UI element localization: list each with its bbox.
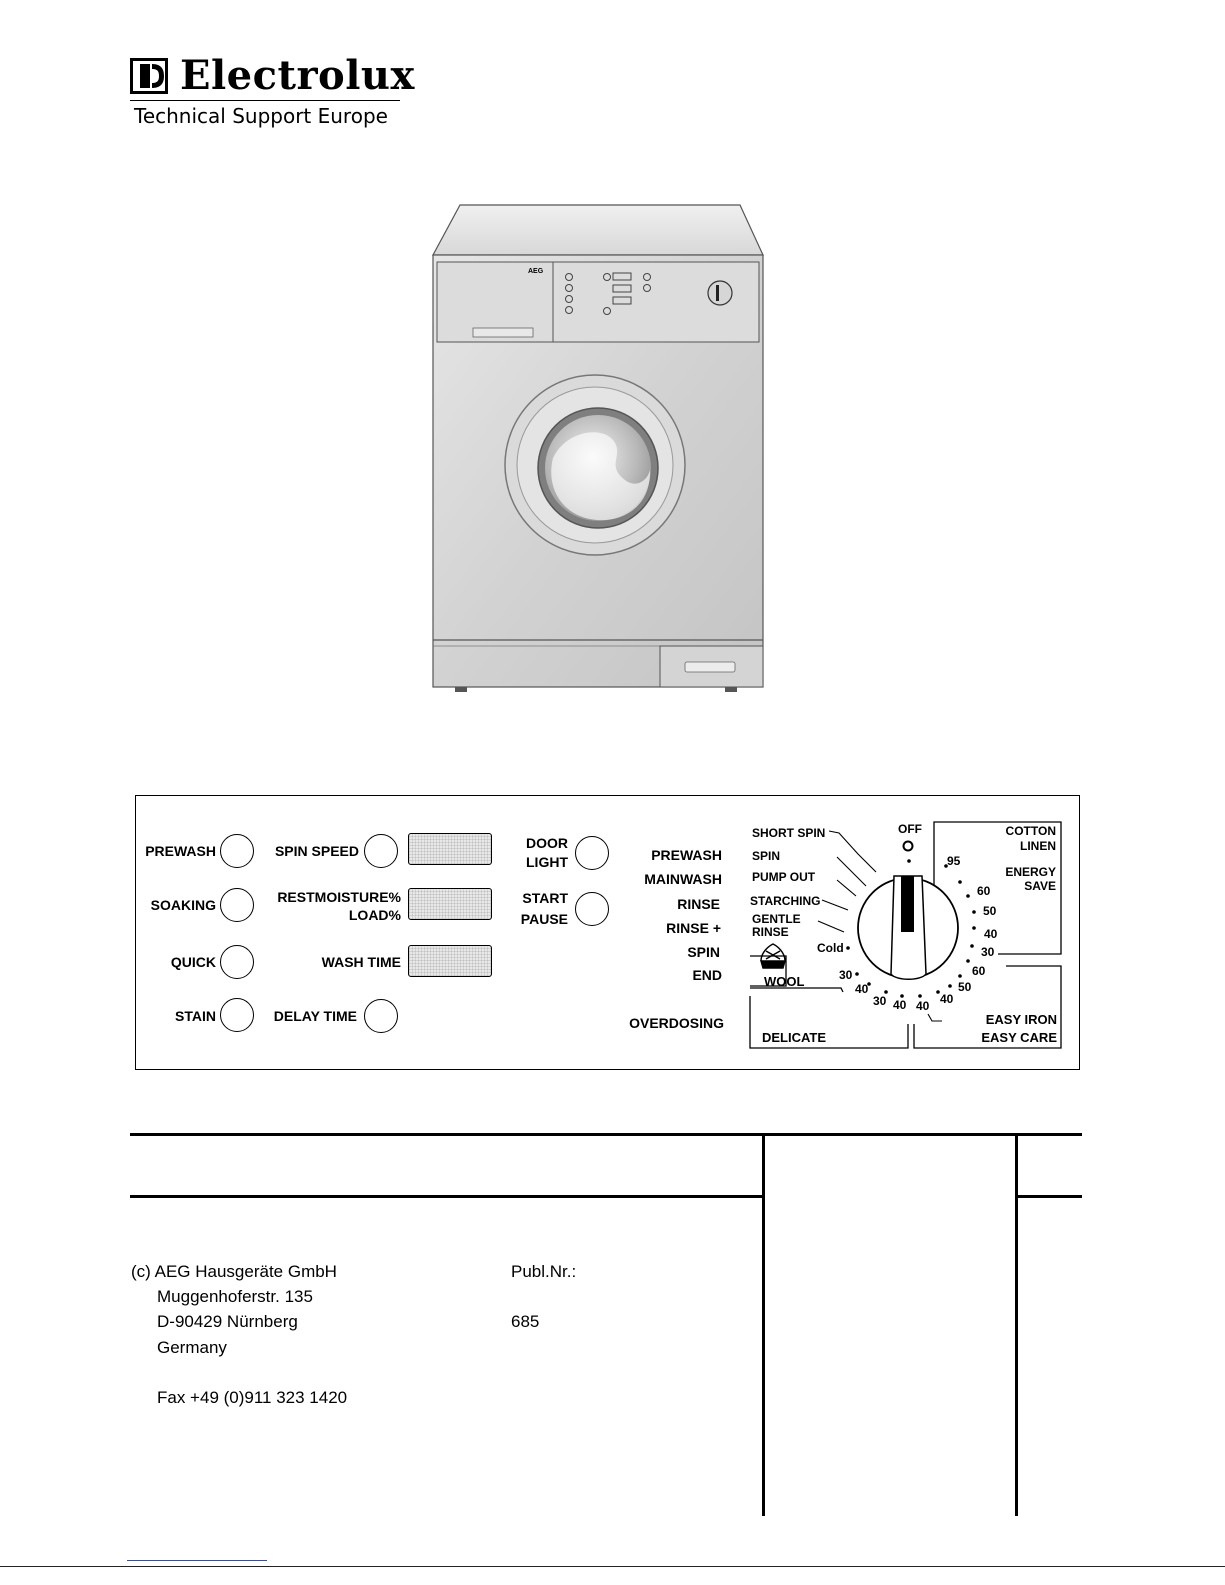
table-header-rule [130, 1195, 764, 1198]
machine-badge: AEG [528, 268, 544, 275]
dial-delicate: DELICATE [762, 1030, 827, 1045]
dial-starching: STARCHING [750, 894, 821, 908]
delicate-temp-40b: 40 [893, 998, 907, 1012]
door-light-button [575, 836, 609, 870]
restmoisture-label: RESTMOISTURE% [277, 889, 401, 905]
cotton-temp-50: 50 [983, 904, 997, 918]
prewash-option-button [220, 834, 254, 868]
cotton-temp-40: 40 [984, 927, 998, 941]
delicate-temp-30b: 30 [873, 994, 887, 1008]
quick-option-button [220, 945, 254, 979]
stain-option-label: STAIN [175, 1008, 216, 1024]
table-column-divider-1 [762, 1133, 765, 1516]
brand-subtitle: Technical Support Europe [134, 104, 388, 128]
control-panel-diagram [135, 795, 1080, 1070]
easy-temp-40a: 40 [940, 992, 954, 1006]
overdosing-indicator: OVERDOSING [629, 1015, 724, 1031]
dial-easy-iron: EASY IRON [985, 1012, 1057, 1027]
phase-mainwash: MAINWASH [644, 871, 722, 887]
start-label: START [522, 890, 568, 906]
delay-time-button [364, 999, 398, 1033]
easy-temp-50: 50 [958, 980, 972, 994]
pause-label: PAUSE [520, 911, 568, 927]
company-fax: Fax +49 (0)911 323 1420 [157, 1388, 348, 1407]
publ-nr-value: 685 [511, 1312, 540, 1331]
dial-energy: ENERGY [1005, 865, 1056, 879]
footer-link-underline [127, 1560, 267, 1561]
dial-cold: Cold [817, 941, 844, 955]
dial-off: OFF [898, 822, 922, 836]
restmoisture-display [408, 888, 492, 920]
company-line-3: D-90429 Nürnberg [157, 1312, 298, 1331]
company-line-2: Muggenhoferstr. 135 [157, 1287, 313, 1306]
wash-time-label: WASH TIME [321, 954, 401, 970]
dial-linen: LINEN [1020, 839, 1056, 853]
spin-speed-display [408, 833, 492, 865]
dial-short-spin: SHORT SPIN [752, 826, 826, 840]
spin-speed-button [364, 834, 398, 868]
brand-divider [130, 100, 400, 101]
phase-rinse-plus: RINSE + [666, 920, 721, 936]
spin-speed-label: SPIN SPEED [274, 843, 359, 859]
quick-option-label: QUICK [170, 954, 216, 970]
phase-prewash: PREWASH [651, 847, 722, 863]
phase-rinse: RINSE [677, 896, 720, 912]
dial-cotton: COTTON [1005, 824, 1056, 838]
dial-easy-care: EASY CARE [981, 1030, 1057, 1045]
cotton-temp-60: 60 [977, 884, 991, 898]
stain-option-button [220, 998, 254, 1032]
door-label: DOOR [526, 835, 568, 851]
table-top-rule [130, 1133, 1082, 1136]
electrolux-logo-icon [130, 58, 168, 94]
phase-spin: SPIN [687, 944, 720, 960]
load-label: LOAD% [348, 907, 401, 923]
dial-rinse: RINSE [752, 925, 789, 939]
wash-time-display [408, 945, 492, 977]
cotton-temp-95: 95 [947, 854, 961, 868]
dial-wool: WOOL [764, 974, 805, 989]
dial-pump-out: PUMP OUT [752, 870, 816, 884]
dial-gentle: GENTLE [752, 912, 801, 926]
easy-temp-60: 60 [972, 964, 986, 978]
company-line-4: Germany [157, 1338, 227, 1357]
brand-name: Electrolux [180, 52, 415, 99]
delay-time-label: DELAY TIME [273, 1008, 357, 1024]
delicate-temp-30a: 30 [839, 968, 853, 982]
table-header-rule-right [1016, 1195, 1082, 1198]
light-label: LIGHT [526, 854, 568, 870]
company-line-1: (c) AEG Hausgeräte GmbH [131, 1262, 337, 1281]
soaking-option-label: SOAKING [150, 897, 216, 913]
prewash-option-label: PREWASH [145, 843, 216, 859]
delicate-temp-40a: 40 [855, 982, 869, 996]
table-column-divider-2 [1015, 1133, 1018, 1516]
dial-save: SAVE [1024, 879, 1056, 893]
publ-nr-label: Publ.Nr.: [511, 1262, 577, 1281]
footer-rule [0, 1566, 1225, 1567]
cotton-temp-30: 30 [981, 945, 995, 959]
soaking-option-button [220, 888, 254, 922]
phase-end: END [692, 967, 722, 983]
start-pause-button [575, 892, 609, 926]
easy-temp-40b: 40 [916, 999, 930, 1013]
washing-machine-illustration [425, 200, 770, 695]
dial-spin: SPIN [752, 849, 781, 863]
